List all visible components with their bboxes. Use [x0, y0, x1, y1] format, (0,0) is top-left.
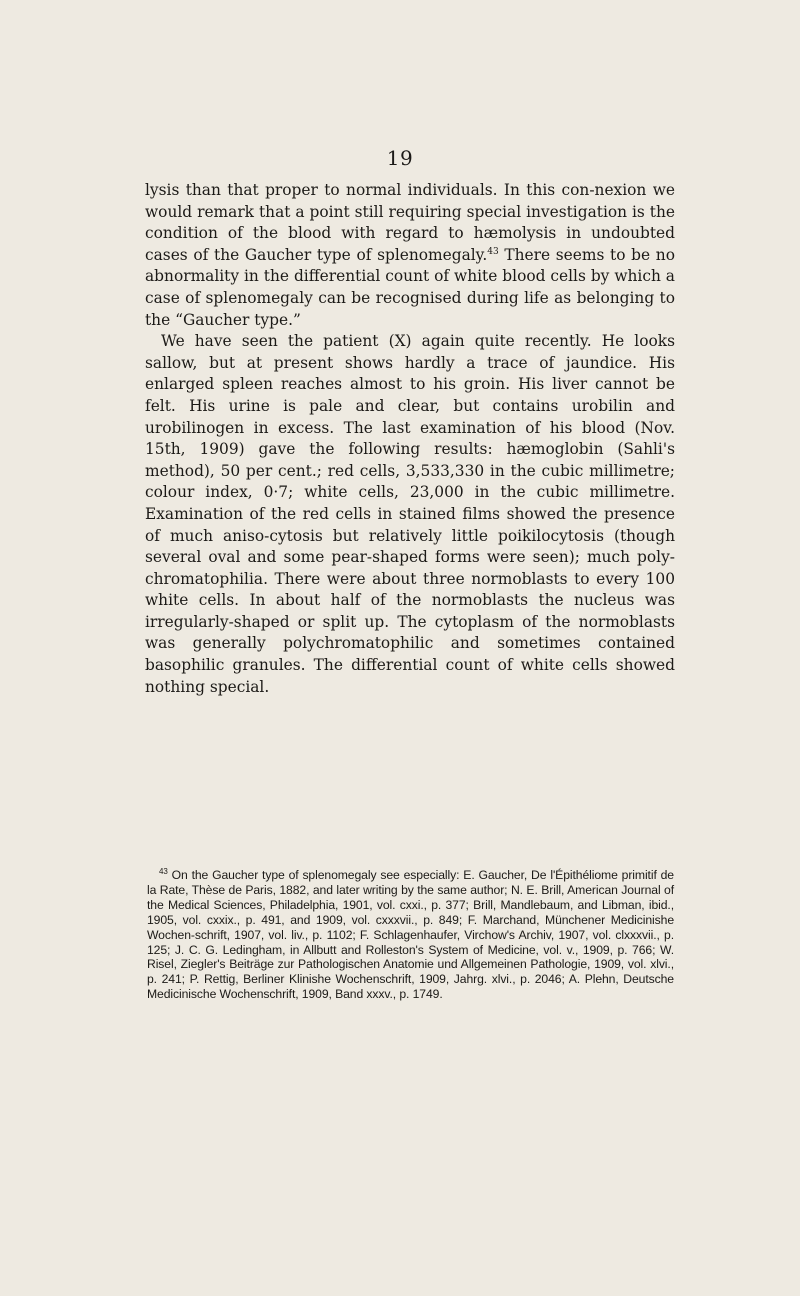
footnote-reference: 43 — [487, 246, 499, 257]
footnote — [147, 868, 674, 1002]
footnote-paragraph — [147, 868, 674, 1002]
footnote-text: On the Gaucher type of splenomegaly see especially: E. Gaucher, De l'Épithéliome primitif de la Rate, Thèse de Paris, 1882, and later writing by the same author; N. E. Brill, American Journal of the Medical Sciences, Philadelphia, 1901, vol. cxxi., p. 377; Brill, Mandlebaum, and Libman, ibid., 1905, vol. cxxix., p. 491, and 1909, vol. cxxxvii., p. 849; F. Marchand, Münchener Medicinishe Wochen-schrift, 1907, vol. liv., p. 1102; F. Schlagenhaufer, Virchow's Archiv, 1907, vol. clxxxvii., p. 125; J. C. G. Ledingham, in Allbutt and Rolleston's System of Medicine, vol. v., 1909, p. 766; W. Risel, Ziegler's Beiträge zur Pathologischen Anatomie und Allgemeinen Pathologie, 1909, vol. xlvi., p. 241; P. Rettig, Berliner Klinishe Wochenschrift, 1909, Jahrg. xlvi., p. 2046; A. Plehn, Deutsche Medicinische Wochenschrift, 1909, Band xxxv., p. 1749. — [147, 868, 674, 1002]
body-text — [145, 180, 675, 698]
paragraph-text: There seems to be no abnormality in the differential count of white blood cells by which a case of splenomegaly can be recognised during life as belonging to the “Gaucher type.” — [145, 245, 675, 329]
paragraph-continuation — [145, 180, 675, 331]
paragraph-patient-examination: We have seen the patient (X) again quite recently. He looks sallow, but at present shows hardly a trace of jaundice. His enlarged spleen reaches almost to his groin. His liver cannot be felt. His urine is pale and clear, but contains urobilin and urobilinogen in excess. The last examination of his blood (Nov. 15th, 1909) gave the following results: hæmoglobin (Sahli's method), 50 per cent.; red cells, 3,533,330 in the cubic millimetre; colour index, 0·7; white cells, 23,000 in the cubic millimetre. Examination of the red cells in stained films showed the presence of much aniso-cytosis but relatively little poikilocytosis (though several oval and some pear-shaped forms were seen); much poly-chromatophilia. There were about three normoblasts to every 100 white cells. In about half of the normoblasts the nucleus was irregularly-shaped or split up. The cytoplasm of the normoblasts was generally polychromatophilic and sometimes contained basophilic granules. The differential count of white cells showed nothing special. — [145, 332, 675, 696]
footnote-marker: 43 — [159, 866, 168, 876]
page-number: 19 — [386, 146, 414, 170]
paragraph-text: lysis than that proper to normal individuals. In this con-nexion we would remark that a point still requiring special investigation is the condition of the blood with regard to hæmolysis in undoubted cases of the Gaucher type of splenomegaly. — [145, 181, 675, 264]
